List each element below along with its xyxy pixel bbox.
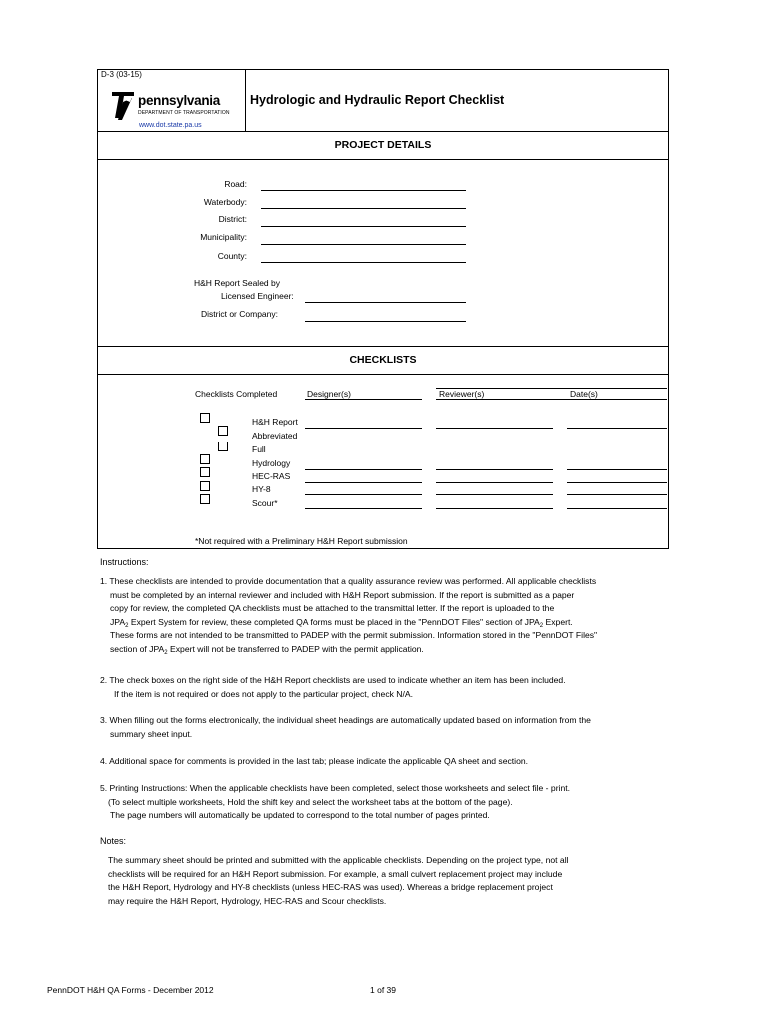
col-designers: Designer(s) [307,389,351,399]
hydrology-designer-field[interactable] [305,469,422,470]
notes-body: The summary sheet should be printed and submitted with the applicable checklists. Depending on the project type, not all checklists will be required for an H&H Report submission. For example, a small culvert replacement project may include the H&H Report, Hydrology and HY-8 checklists (unless HEC-RAS was used). Whereas a bridge replacement project may require the H&H Report, Hydrology, HEC-RAS and Scour checklists. [108,855,569,906]
page-title: Hydrologic and Hydraulic Report Checklist [250,93,505,107]
footer-form-name: PennDOT H&H QA Forms - December 2012 [47,985,214,995]
road-field[interactable] [261,190,466,191]
hy8-reviewer-field[interactable] [436,494,553,495]
full-label: Full [252,444,266,454]
reviewers-dates-top-rule [436,388,667,389]
scour-checkbox[interactable] [200,494,210,504]
col-checklists-completed: Checklists Completed [195,389,278,399]
district-company-field[interactable] [305,321,466,322]
scour-footnote: *Not required with a Preliminary H&H Report submission [195,536,408,546]
hydrology-checkbox[interactable] [200,454,210,464]
scour-label: Scour* [252,498,278,508]
abbreviated-checkbox[interactable] [218,426,228,436]
header-divider [245,69,246,132]
hec-ras-date-field[interactable] [567,482,667,483]
county-field[interactable] [261,262,466,263]
checklists-top-rule [97,346,669,347]
scour-designer-field[interactable] [305,508,422,509]
logo-department: DEPARTMENT OF TRANSPORTATION [138,110,230,116]
hydrology-date-field[interactable] [567,469,667,470]
scour-date-field[interactable] [567,508,667,509]
municipality-field[interactable] [261,244,466,245]
col-dates: Date(s) [570,389,598,399]
checklists-rule [97,374,669,375]
hh-report-date-field[interactable] [567,428,667,429]
reviewers-dates-header-rule [436,399,667,400]
instruction-1: 1. These checklists are intended to provide documentation that a quality assurance review was performed. All applicable checklists must be completed by an internal reviewer and included with H&H Report submission. If the report is submitted as a paper copy for review, the completed QA checklists must be attached to the transmittal letter. If the report is uploaded to the $JPA_2$ Expert System for review, these completed QA forms must be placed in the "PennDOT Files" section of $JPA_2$ Expert. These forms are not intended to be transmitted to PADEP with the permit submission. Information stored in the "PennDOT Files" section of $JPA_2$ Expert will not be transferred to PADEP with the permit application. [100,576,598,656]
col-reviewers: Reviewer(s) [439,389,485,399]
hec-ras-checkbox[interactable] [200,467,210,477]
hec-ras-designer-field[interactable] [305,482,422,483]
hy8-designer-field[interactable] [305,494,422,495]
sealed-by-label: H&H Report Sealed by [194,278,280,288]
hy8-label: HY-8 [252,484,271,494]
abbreviated-label: Abbreviated [252,431,298,441]
county-label: County: [217,251,247,261]
district-label: District: [218,214,247,224]
header-bottom-rule [97,131,669,132]
district-field[interactable] [261,226,466,227]
municipality-label: Municipality: [200,232,247,242]
website-link[interactable]: www.dot.state.pa.us [139,122,202,129]
instruction-5: 5. Printing Instructions: When the applicable checklists have been completed, select those worksheets and select file - print. (To select multiple worksheets, Hold the shift key and select the worksheet tabs at the bottom of the page). The page numbers will automatically be updated to correspond to the total number of pages printed. [100,783,571,820]
waterbody-field[interactable] [261,208,466,209]
instruction-4: 4. Additional space for comments is provided in the last tab; please indicate the applicable QA sheet and section. [100,756,529,766]
scour-reviewer-field[interactable] [436,508,553,509]
hh-report-reviewer-field[interactable] [436,428,553,429]
licensed-engineer-label: Licensed Engineer: [221,291,294,301]
project-details-heading: PROJECT DETAILS [334,139,432,151]
page-number: 1 of 39 [370,985,396,995]
instruction-3: 3. When filling out the forms electronically, the individual sheet headings are automatically updated based on information from the summary sheet input. [100,715,591,739]
district-company-label: District or Company: [201,309,278,319]
logo-wordmark: pennsylvania [138,93,220,108]
form-code: D-3 (03-15) [101,70,142,79]
road-label: Road: [224,179,247,189]
hec-ras-reviewer-field[interactable] [436,482,553,483]
designers-header-rule [305,399,422,400]
instructions-heading: Instructions: [100,557,149,567]
hy8-checkbox[interactable] [200,481,210,491]
hec-ras-label: HEC-RAS [252,471,291,481]
hydrology-reviewer-field[interactable] [436,469,553,470]
hh-report-checkbox[interactable] [200,413,210,423]
waterbody-label: Waterbody: [203,197,247,207]
project-details-rule [97,159,669,160]
full-checkbox[interactable] [218,442,228,451]
hh-report-designer-field[interactable] [305,428,422,429]
penndot-logo-icon [110,88,136,122]
hydrology-label: Hydrology [252,458,291,468]
licensed-engineer-field[interactable] [305,302,466,303]
checklists-heading: CHECKLISTS [349,354,417,366]
hh-report-label: H&H Report [252,417,298,427]
hy8-date-field[interactable] [567,494,667,495]
instruction-2: 2. The check boxes on the right side of the H&H Report checklists are used to indicate whether an item has been included. If the item is not required or does not apply to the particular project, check N/A. [100,675,566,699]
notes-heading: Notes: [100,836,127,846]
